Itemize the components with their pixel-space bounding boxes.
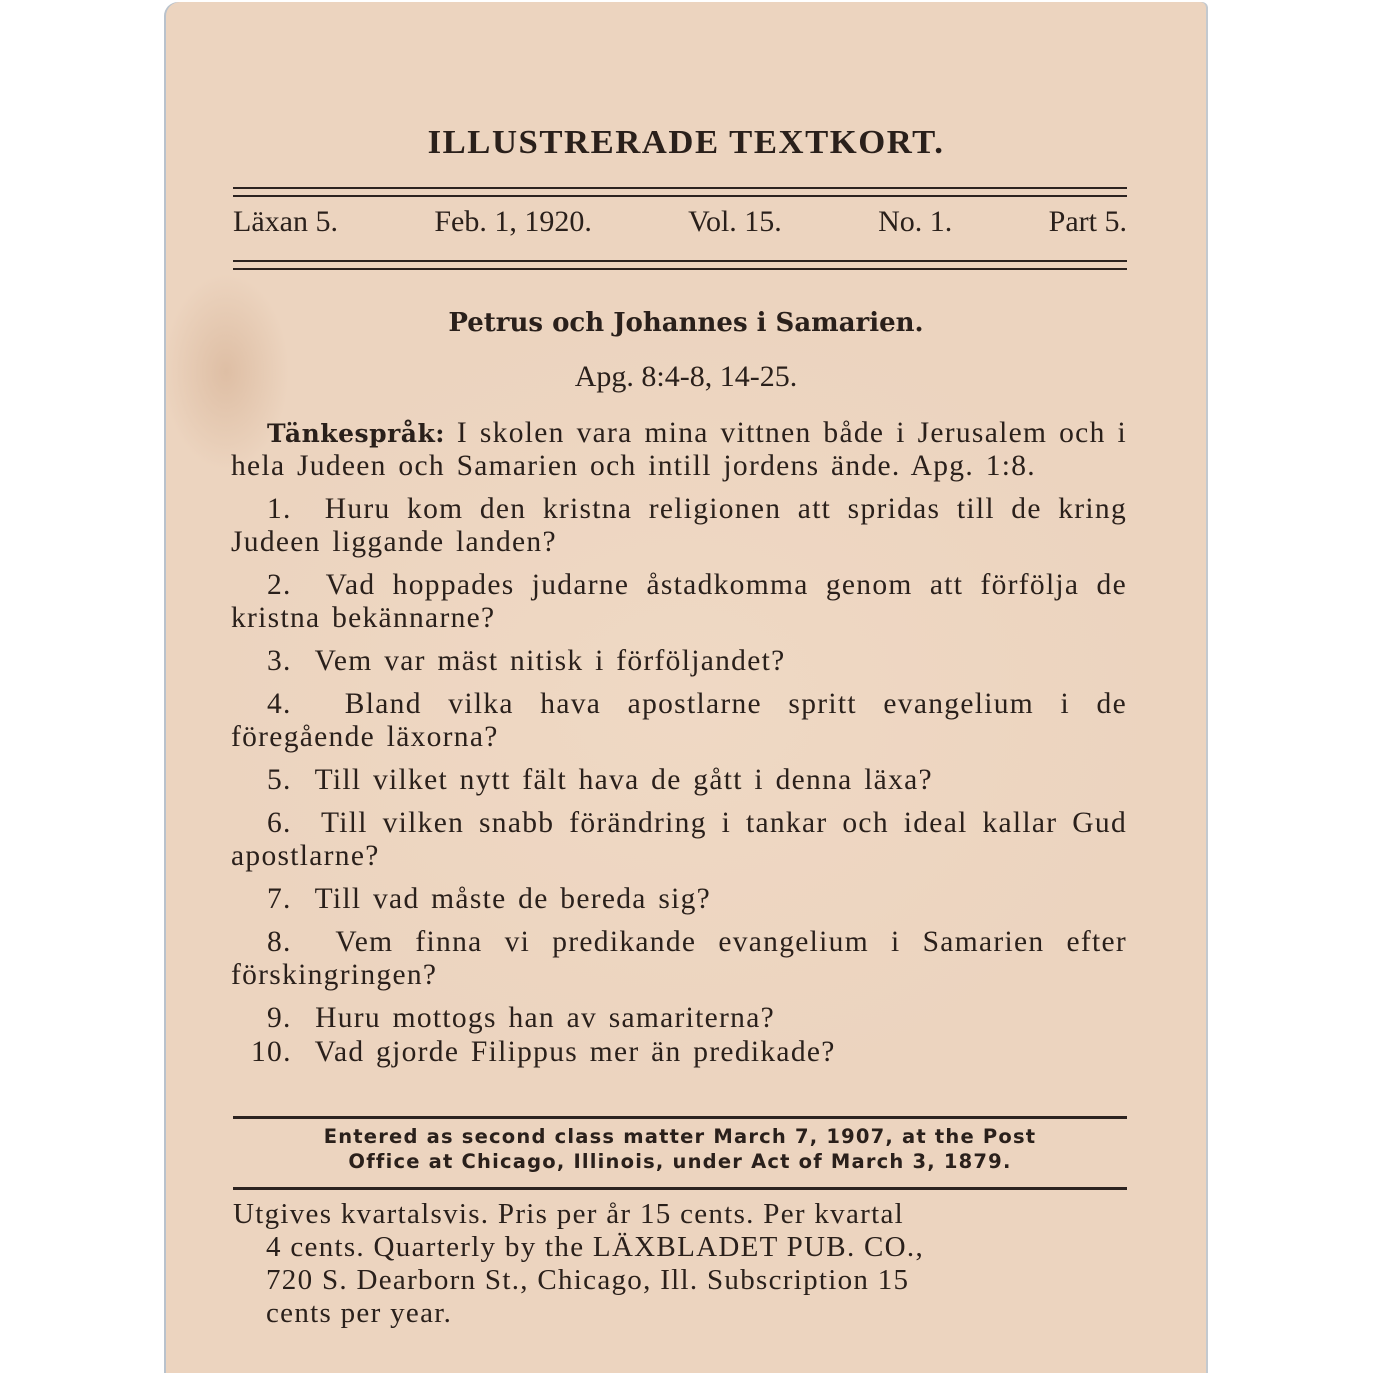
card-body <box>231 417 1127 1079</box>
question-number: 4. <box>267 688 292 720</box>
question-number: 3. <box>267 645 292 677</box>
question-item <box>231 1002 1127 1035</box>
memory-verse <box>231 417 1127 483</box>
publication-line-1: Utgives kvartalsvis. Pris per år 15 cents. Per kvartal <box>233 1198 905 1230</box>
question-number: 7. <box>267 883 292 915</box>
question-text: Till vilket nytt fält hava de gått i denna läxa? <box>314 764 933 796</box>
question-item <box>231 645 1127 678</box>
question-item <box>231 883 1127 916</box>
question-item <box>231 1036 1127 1069</box>
question-text: Vad gjorde Filippus mer än predikade? <box>314 1036 836 1068</box>
question-text: Till vad måste de bereda sig? <box>314 883 712 915</box>
header-rule-top-2 <box>233 195 1127 197</box>
question-text: Bland vilka hava apostlarne spritt evangelium i de föregående läxorna? <box>231 688 1127 753</box>
question-item <box>231 764 1127 797</box>
lesson-title: Petrus och Johannes i Samarien. <box>448 308 924 338</box>
question-number: 1. <box>267 493 292 525</box>
question-text: Huru kom den kristna religionen att spridas till de kring Judeen liggande landen? <box>231 493 1127 558</box>
question-text: Vad hoppades judarne åstadkomma genom att förfölja de kristna bekännarne? <box>231 569 1127 634</box>
question-text: Huru mottogs han av samariterna? <box>315 1002 776 1034</box>
question-number: 10. <box>251 1036 292 1068</box>
notice-rule-bottom <box>233 1187 1127 1190</box>
question-text: Till vilken snabb förändring i tankar och ideal kallar Gud apostlarne? <box>231 807 1127 872</box>
question-number: 5. <box>267 764 292 796</box>
notice-rule-top <box>233 1116 1127 1119</box>
issue-date: Feb. 1, 1920. <box>434 205 592 238</box>
question-number: 9. <box>267 1002 292 1034</box>
memory-verse-text: I skolen vara mina vittnen både i Jerusalem och i hela Judeen och Samarien och intill jordens ände. Apg. 1:8. <box>231 417 1127 482</box>
part-number: Part 5. <box>1048 205 1127 238</box>
header-rule-bottom-1 <box>233 260 1127 262</box>
volume-number: Vol. 15. <box>688 205 782 238</box>
question-item <box>231 569 1127 635</box>
question-text: Vem finna vi predikande evangelium i Samarien efter förskingringen? <box>231 926 1127 991</box>
question-number: 2. <box>267 569 292 601</box>
publication-info <box>233 1198 1125 1330</box>
scripture-reference: Apg. 8:4-8, 14-25. <box>574 360 798 393</box>
question-number: 6. <box>267 807 292 839</box>
publication-line-2: 4 cents. Quarterly by the LÄXBLADET PUB. CO., <box>266 1231 925 1263</box>
memory-verse-label: Tänkespråk: <box>267 419 446 448</box>
question-item <box>231 926 1127 992</box>
postal-notice <box>233 1124 1127 1174</box>
question-number: 8. <box>267 926 292 958</box>
issue-number: No. 1. <box>878 205 953 238</box>
lesson-number: Läxan 5. <box>233 205 338 238</box>
header-rule-bottom-2 <box>233 268 1127 270</box>
publication-line-4: cents per year. <box>266 1297 453 1329</box>
header-rule-top-1 <box>233 187 1127 189</box>
question-text: Vem var mäst nitisk i förföljandet? <box>314 645 786 677</box>
question-item <box>231 688 1127 754</box>
postal-notice-line-1: Entered as second class matter March 7, 1907, at the Post <box>323 1125 1037 1148</box>
publication-line-3: 720 S. Dearborn St., Chicago, Ill. Subscription 15 <box>266 1264 910 1296</box>
issue-meta-row <box>233 205 1127 239</box>
text-card <box>166 2 1206 1373</box>
question-item <box>231 493 1127 559</box>
question-item <box>231 807 1127 873</box>
card-title: ILLUSTRERADE TEXTKORT. <box>427 124 945 161</box>
postal-notice-line-2: Office at Chicago, Illinois, under Act of March 3, 1879. <box>348 1150 1012 1173</box>
